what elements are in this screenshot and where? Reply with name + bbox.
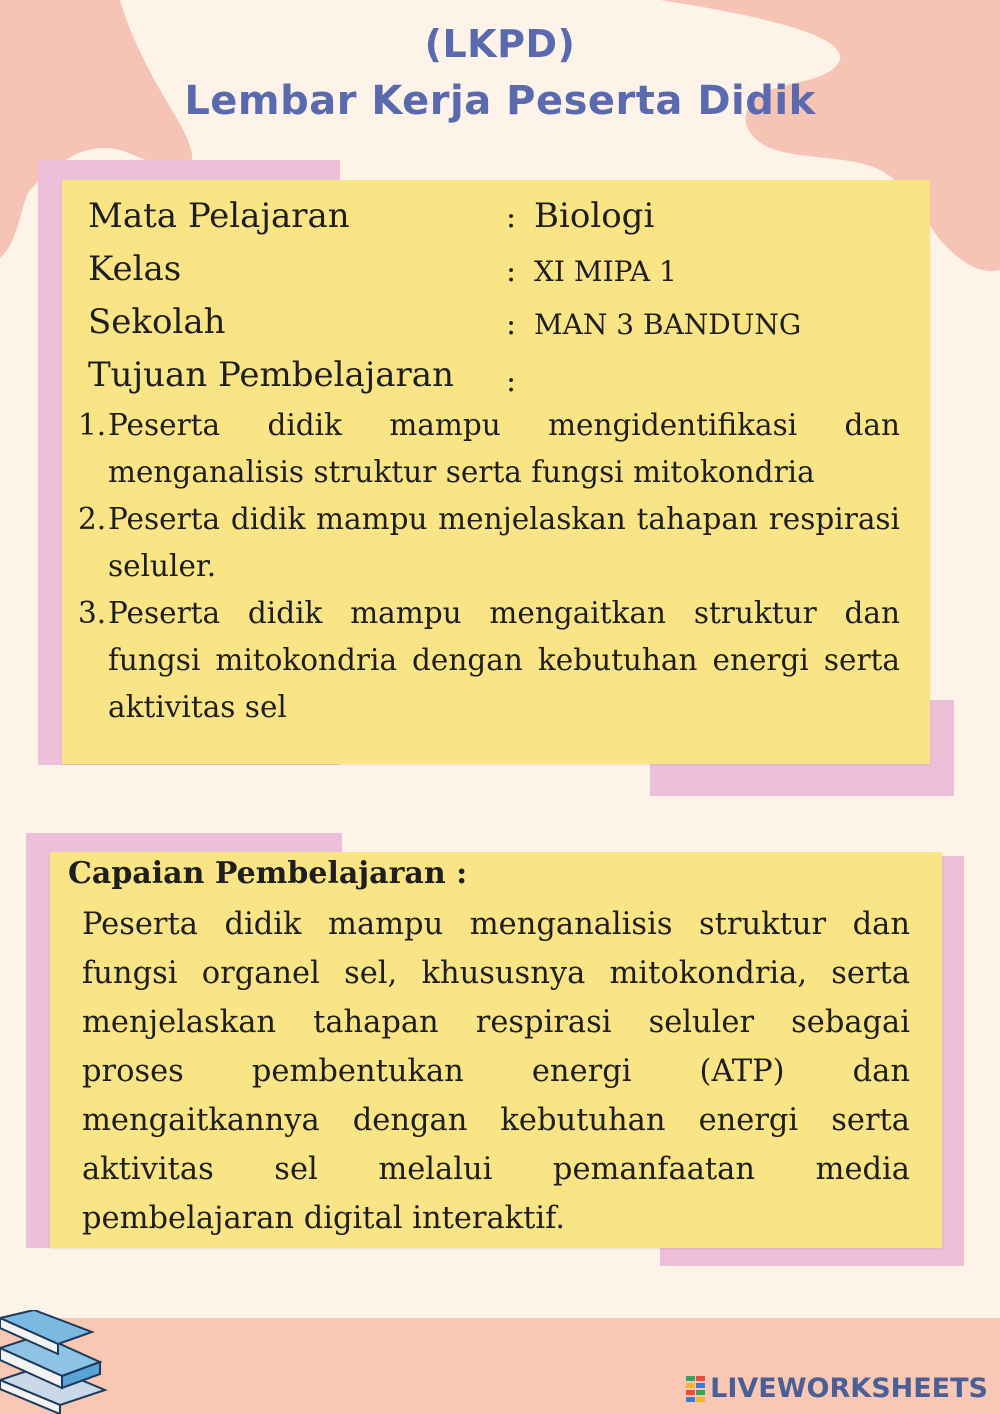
info-value-school: MAN 3 BANDUNG [534,308,802,341]
info-label-subject: Mata Pelajaran [88,196,350,236]
liveworksheets-brand[interactable] [686,1373,988,1404]
info-value-class: XI MIPA 1 [534,255,677,288]
info-label-school: Sekolah [88,302,226,342]
objective-number: 2. [78,502,107,536]
info-colon: : [506,364,517,399]
objective-number: 1. [78,408,107,442]
objective-number: 3. [78,596,107,630]
capaian-title: Capaian Pembelajaran : [68,856,468,891]
objective-text: Peserta didik mampu menjelaskan tahapan respirasi seluler. [108,502,900,583]
info-colon: : [506,254,517,289]
info-colon: : [506,307,517,342]
objective-text: Peserta didik mampu mengaitkan struktur dan fungsi mitokondria dengan kebutuhan energi serta aktivitas sel [108,596,900,724]
books-icon [0,1310,120,1414]
objective-item [78,496,900,590]
objective-text: Peserta didik mampu mengidentifikasi dan menganalisis struktur serta fungsi mitokondria [108,408,900,489]
info-colon: : [506,200,517,235]
brand-text: LIVEWORKSHEETS [710,1373,988,1404]
objective-item [78,402,900,496]
info-label-class: Kelas [88,249,182,289]
info-value-subject: Biologi [534,196,655,236]
capaian-text: Peserta didik mampu menganalisis struktur dan fungsi organel sel, khususnya mitokondria, serta menjelaskan tahapan respirasi seluler sebagai proses pembentukan energi (ATP) dan mengaitkannya dengan kebutuhan energi serta aktivitas sel melalui pemanfaatan media pembelajaran digital interaktif. [82,907,910,1236]
objective-item [78,590,900,731]
lkpd-title: (LKPD) [424,22,576,66]
objectives-list [78,402,900,731]
liveworksheets-logo-icon [686,1376,706,1402]
info-label-objectives: Tujuan Pembelajaran [88,355,454,395]
worksheet-title: Lembar Kerja Peserta Didik [184,78,816,124]
